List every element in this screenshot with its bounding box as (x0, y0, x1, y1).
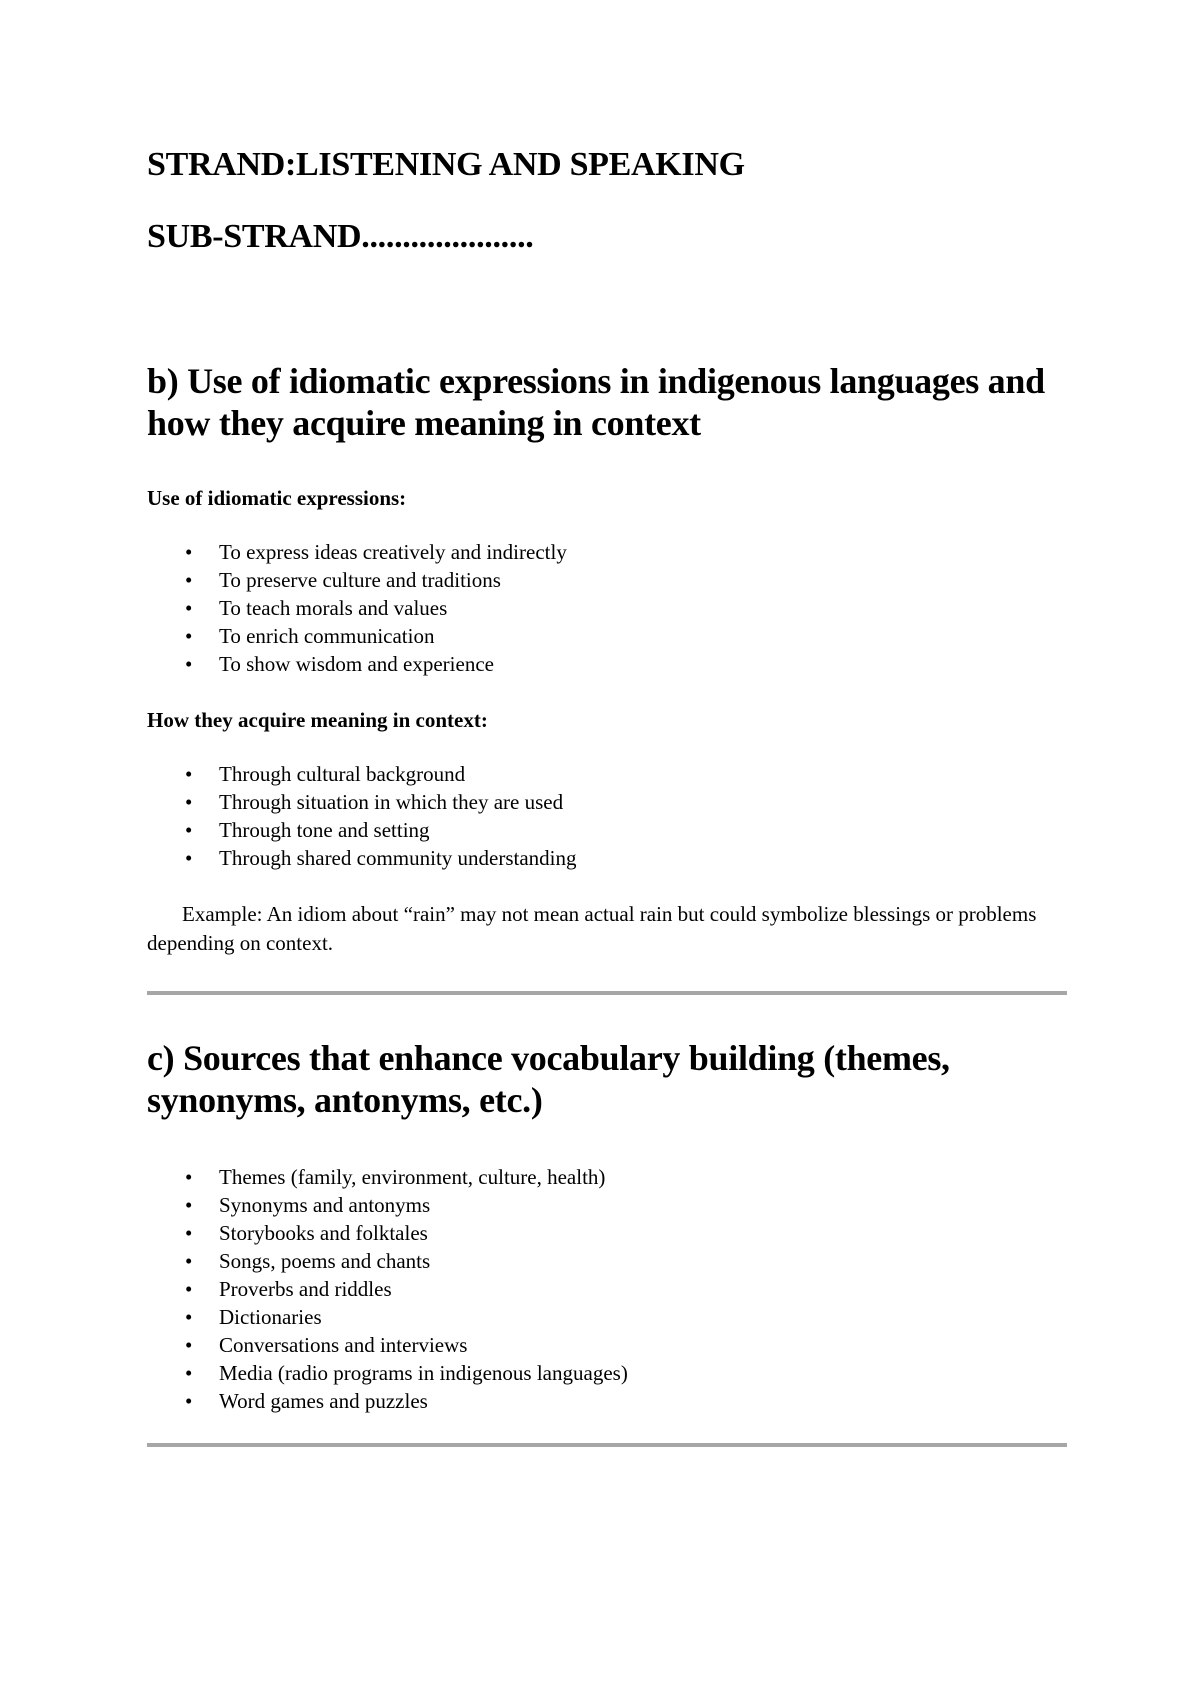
bullet-icon: • (185, 1221, 193, 1245)
bullet-icon: • (185, 540, 193, 564)
horizontal-divider (147, 991, 1067, 995)
list-item: • Themes (family, environment, culture, health) (185, 1165, 606, 1189)
section-b-heading: b) Use of idiomatic expressions in indigenous languages and how they acquire meaning in context (147, 361, 1045, 443)
bullet-icon: • (185, 1165, 193, 1189)
bullet-icon: • (185, 1361, 193, 1385)
bullet-icon: • (185, 790, 193, 814)
bullet-icon: • (185, 762, 193, 786)
list-item: • Through tone and setting (185, 818, 430, 842)
bullet-icon: • (185, 568, 193, 592)
bullet-icon: • (185, 1305, 193, 1329)
bullet-icon: • (185, 1333, 193, 1357)
list-item: • Through cultural background (185, 762, 466, 786)
list-item: • Synonyms and antonyms (185, 1193, 431, 1217)
meaning-in-context-list (147, 760, 1067, 872)
list-item: • Songs, poems and chants (185, 1249, 431, 1273)
example-paragraph: Example: An idiom about “rain” may not mean actual rain but could symbolize blessings or problems depending on context. (147, 902, 1037, 955)
list-item: • To show wisdom and experience (185, 652, 494, 676)
bullet-icon: • (185, 624, 193, 648)
list-item: • Through shared community understanding (185, 846, 577, 870)
list-item: • Storybooks and folktales (185, 1221, 428, 1245)
list-item: • Dictionaries (185, 1305, 322, 1329)
list-item: • To preserve culture and traditions (185, 568, 501, 592)
bullet-icon: • (185, 1389, 193, 1413)
bullet-icon: • (185, 1277, 193, 1301)
meaning-in-context-heading: How they acquire meaning in context: (147, 708, 488, 732)
bullet-icon: • (185, 818, 193, 842)
section-idiomatic-expressions (147, 360, 1067, 995)
list-item: • To express ideas creatively and indirectly (185, 540, 567, 564)
horizontal-divider (147, 1443, 1067, 1447)
bullet-icon: • (185, 1249, 193, 1273)
strand-title: STRAND:LISTENING AND SPEAKING (147, 146, 745, 183)
section-vocabulary-sources (147, 1037, 1067, 1447)
list-item: • To teach morals and values (185, 596, 448, 620)
substrand-title: SUB-STRAND..................... (147, 218, 534, 255)
list-item: • Media (radio programs in indigenous languages) (185, 1361, 628, 1385)
list-item: • Proverbs and riddles (185, 1277, 392, 1301)
vocabulary-sources-list (147, 1163, 1067, 1415)
use-of-idioms-list (147, 538, 1067, 678)
list-item: • Conversations and interviews (185, 1333, 468, 1357)
list-item: • To enrich communication (185, 624, 435, 648)
list-item: • Through situation in which they are used (185, 790, 564, 814)
bullet-icon: • (185, 1193, 193, 1217)
bullet-icon: • (185, 652, 193, 676)
bullet-icon: • (185, 846, 193, 870)
bullet-icon: • (185, 596, 193, 620)
list-item: • Word games and puzzles (185, 1389, 428, 1413)
section-c-heading: c) Sources that enhance vocabulary building (themes, synonyms, antonyms, etc.) (147, 1038, 950, 1120)
use-of-idioms-heading: Use of idiomatic expressions: (147, 486, 407, 510)
